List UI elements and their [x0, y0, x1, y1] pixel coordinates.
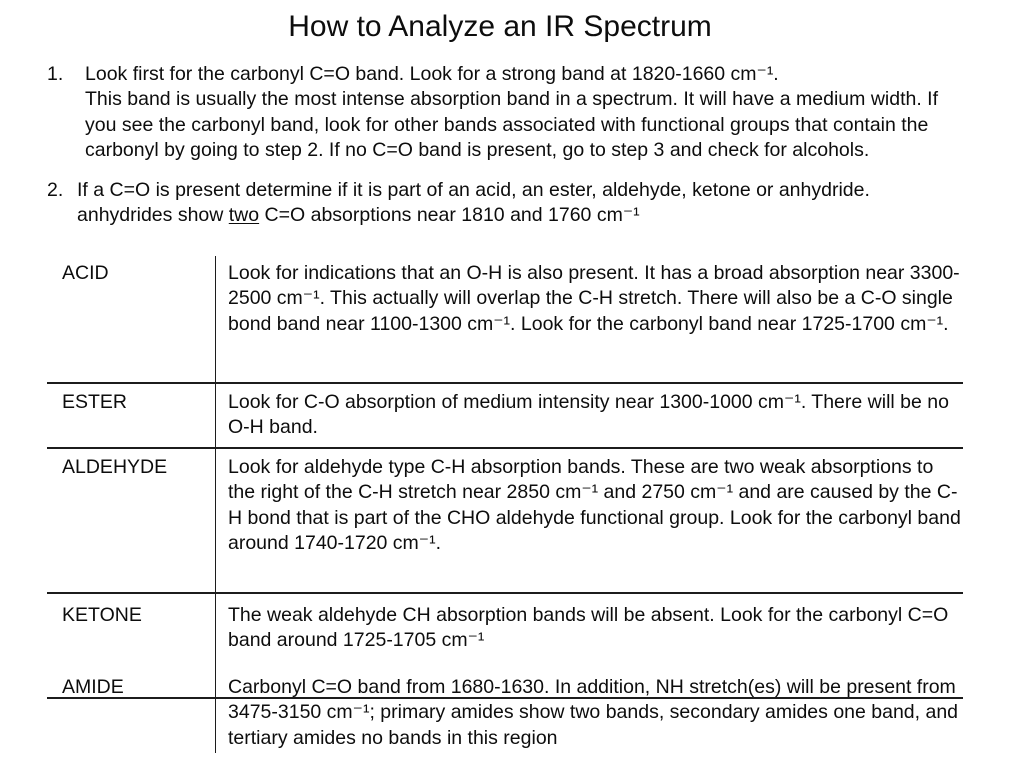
table-row-text-aldehyde: Look for aldehyde type C-H absorption bands. These are two weak absorptions to the right of the C-H stretch near 2850 cm⁻¹ and 2750 cm⁻¹ and are caused by the C-H bond that is part of the CHO aldehyde functional group. Look for the carbonyl band around 1740-1720 cm⁻¹. — [228, 456, 961, 554]
table-row-text-amide: Carbonyl C=O band from 1680-1630. In addition, NH stretch(es) will be present from 3475-3150 cm⁻¹; primary amides show two bands, secondary amides one band, and tertiary amides no bands in this region — [228, 676, 959, 749]
step-2-text — [77, 178, 957, 229]
step-1-text — [85, 62, 967, 163]
table-row-label-ester: ESTER — [62, 391, 128, 413]
step-1-number: 1. — [47, 63, 64, 85]
step-1-line1: Look first for the carbonyl C=O band. Look for a strong band at 1820-1660 cm⁻¹. — [85, 63, 779, 85]
table-row-divider-acid-ester — [47, 382, 963, 384]
step-2-number: 2. — [47, 179, 64, 201]
table-row-text-acid: Look for indications that an O-H is also present. It has a broad absorption near 3300-2500 cm⁻¹. This actually will overlap the C-H stretch. There will also be a C-O single bond band near 1100-1300 cm⁻¹. Look for the carbonyl band near 1725-1700 cm⁻¹. — [228, 262, 960, 335]
step-2-line2-prefix: anhydrides show — [77, 204, 229, 227]
table-row-label-amide: AMIDE — [62, 676, 124, 698]
table-row-divider-ester-aldehyde — [47, 447, 963, 449]
table-row-text-ester: Look for C-O absorption of medium intensity near 1300-1000 cm⁻¹. There will be no O-H band. — [228, 391, 949, 439]
table-row-label-ketone: KETONE — [62, 604, 142, 626]
step-2-line2-suffix: C=O absorptions near 1810 and 1760 cm⁻¹ — [259, 204, 640, 227]
table-row-label-acid: ACID — [62, 262, 109, 284]
step-1-body: This band is usually the most intense absorption band in a spectrum. It will have a medium width. If you see the carbonyl band, look for other bands associated with functional groups that contain the carbonyl by going to step 2. If no C=O band is present, go to step 3 and check for alcohols. — [85, 88, 939, 161]
step-2-line1: If a C=O is present determine if it is part of an acid, an ester, aldehyde, ketone or anhydride. — [77, 179, 870, 201]
table-row-divider-aldehyde-ketone — [47, 592, 963, 594]
table-row-label-aldehyde: ALDEHYDE — [62, 456, 168, 478]
table-row-text-ketone: The weak aldehyde CH absorption bands will be absent. Look for the carbonyl C=O band around 1725-1705 cm⁻¹ — [228, 604, 949, 652]
page-title: How to Analyze an IR Spectrum — [288, 10, 712, 43]
step-2-line2 — [77, 203, 957, 228]
step-2-underlined-word: two — [228, 204, 260, 227]
table-column-divider — [215, 256, 216, 753]
